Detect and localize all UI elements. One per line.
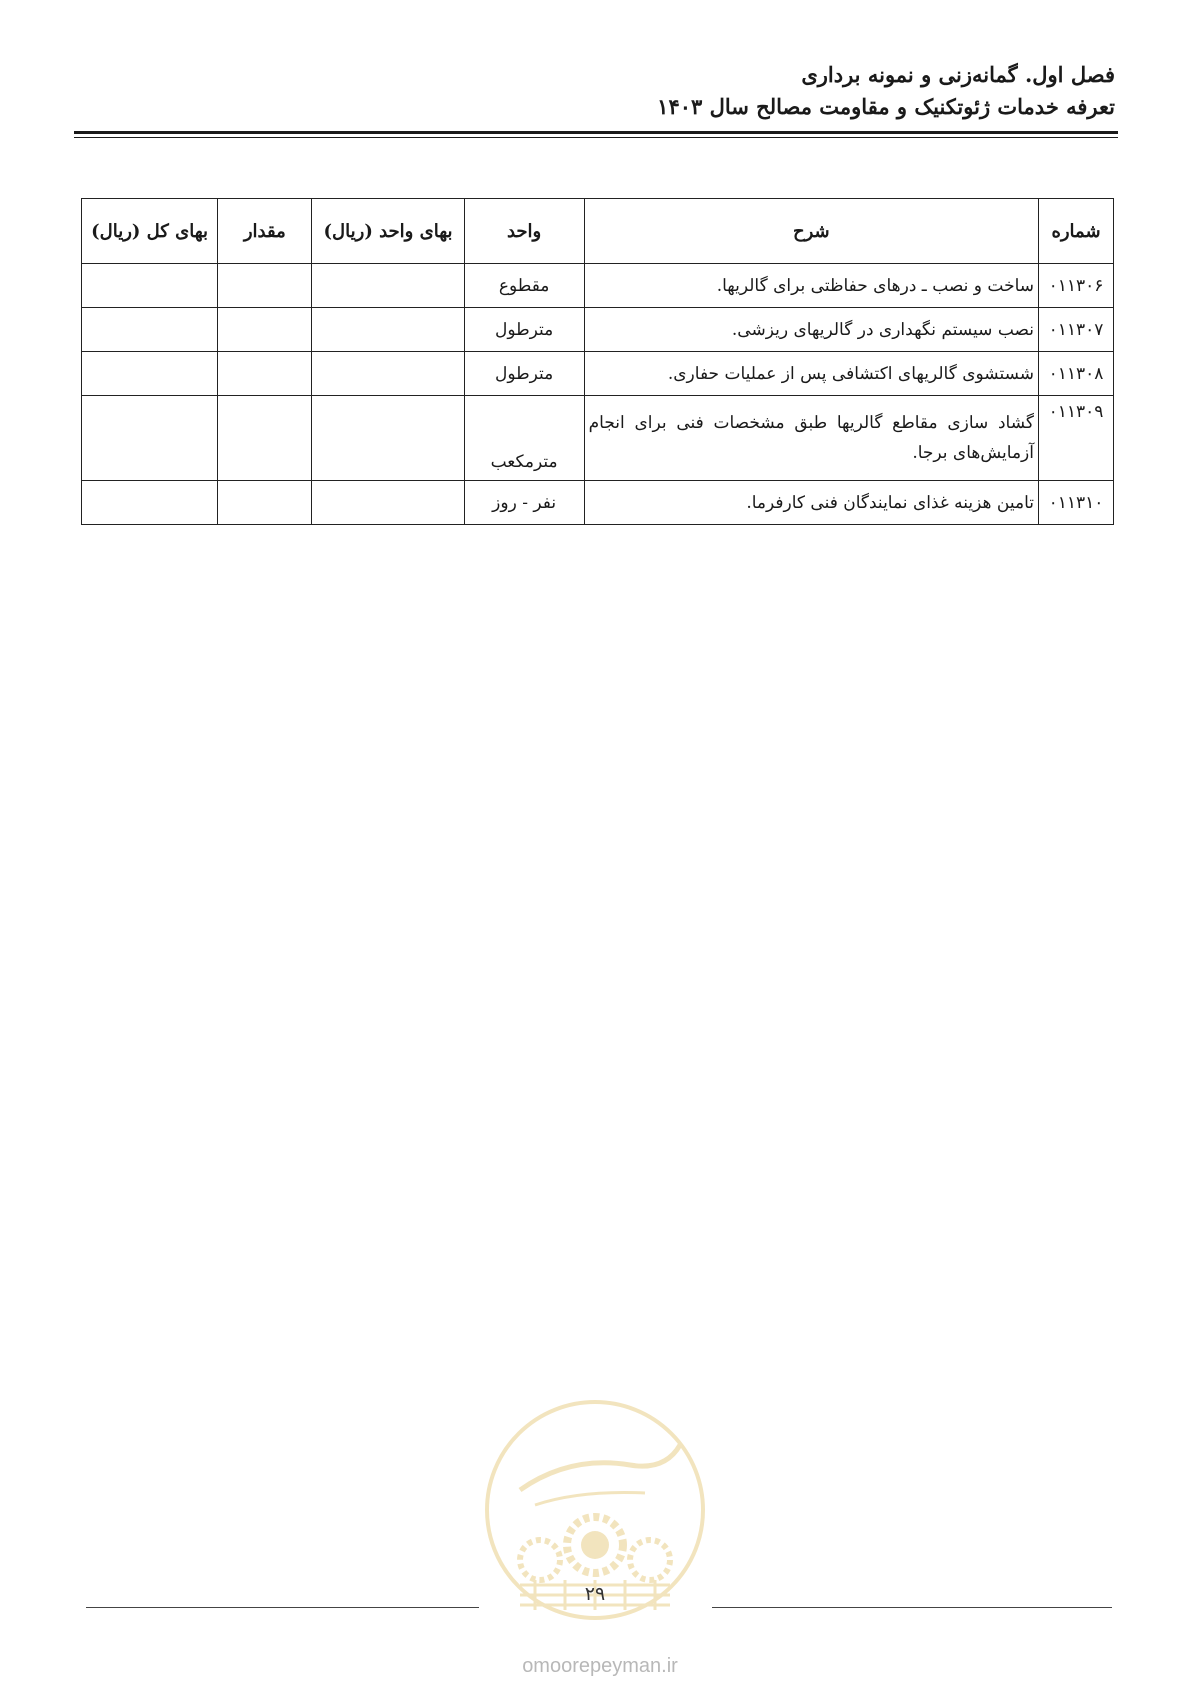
row-unit-price [312,308,464,352]
row-code: ۰۱۱۳۰۷ [1039,308,1114,352]
chapter-title: فصل اول. گمانه‌زنی و نمونه برداری [801,62,1115,87]
row-unit: مترمکعب [464,396,584,481]
row-total-price [82,481,218,525]
footer-rule-left [86,1607,479,1608]
footer-rule-right [712,1607,1112,1608]
row-description: تامین هزینه غذای نمایندگان فنی کارفرما. [584,481,1038,525]
row-description: نصب سیستم نگهداری در گالریهای ریزشی. [584,308,1038,352]
table-row [82,308,1114,352]
tariff-table [81,198,1114,525]
row-total-price [82,308,218,352]
row-quantity [218,396,312,481]
row-unit: مقطوع [464,264,584,308]
header-rule-thin [74,137,1118,138]
row-unit: نفر - روز [464,481,584,525]
row-unit: مترطول [464,352,584,396]
table-row [82,352,1114,396]
col-header-code: شماره [1039,199,1114,264]
col-header-unit: واحد [464,199,584,264]
row-description: ساخت و نصب ـ درهای حفاظتی برای گالریها. [584,264,1038,308]
row-unit-price [312,264,464,308]
col-header-unit-price: بهای واحد (ریال) [312,199,464,264]
col-header-description: شرح [584,199,1038,264]
col-header-quantity: مقدار [218,199,312,264]
row-unit-price [312,481,464,525]
row-code: ۰۱۱۳۰۹ [1039,396,1114,481]
row-unit: مترطول [464,308,584,352]
row-code: ۰۱۱۳۰۸ [1039,352,1114,396]
row-total-price [82,352,218,396]
row-description: گشاد سازی مقاطع گالریها طبق مشخصات فنی برای انجام آزمایش‌های برجا. [584,396,1038,481]
table-header-row [82,199,1114,264]
row-code: ۰۱۱۳۱۰ [1039,481,1114,525]
row-quantity [218,352,312,396]
row-total-price [82,264,218,308]
page-header [75,60,1115,122]
table-row [82,481,1114,525]
row-unit-price [312,352,464,396]
row-description: شستشوی گالریهای اکتشافی پس از عملیات حفاری. [584,352,1038,396]
col-header-total-price: بهای کل (ریال) [82,199,218,264]
header-rule-thick [74,131,1118,134]
row-quantity [218,308,312,352]
row-unit-price [312,396,464,481]
watermark-url: omoorepeyman.ir [522,1655,678,1677]
document-title: تعرفه خدمات ژئوتکنیک و مقاومت مصالح سال ۱۴۰۳ [657,94,1115,119]
row-quantity [218,481,312,525]
row-code: ۰۱۱۳۰۶ [1039,264,1114,308]
row-total-price [82,396,218,481]
table-row [82,396,1114,481]
page-number: ۲۹ [584,1583,606,1605]
row-quantity [218,264,312,308]
table-row [82,264,1114,308]
